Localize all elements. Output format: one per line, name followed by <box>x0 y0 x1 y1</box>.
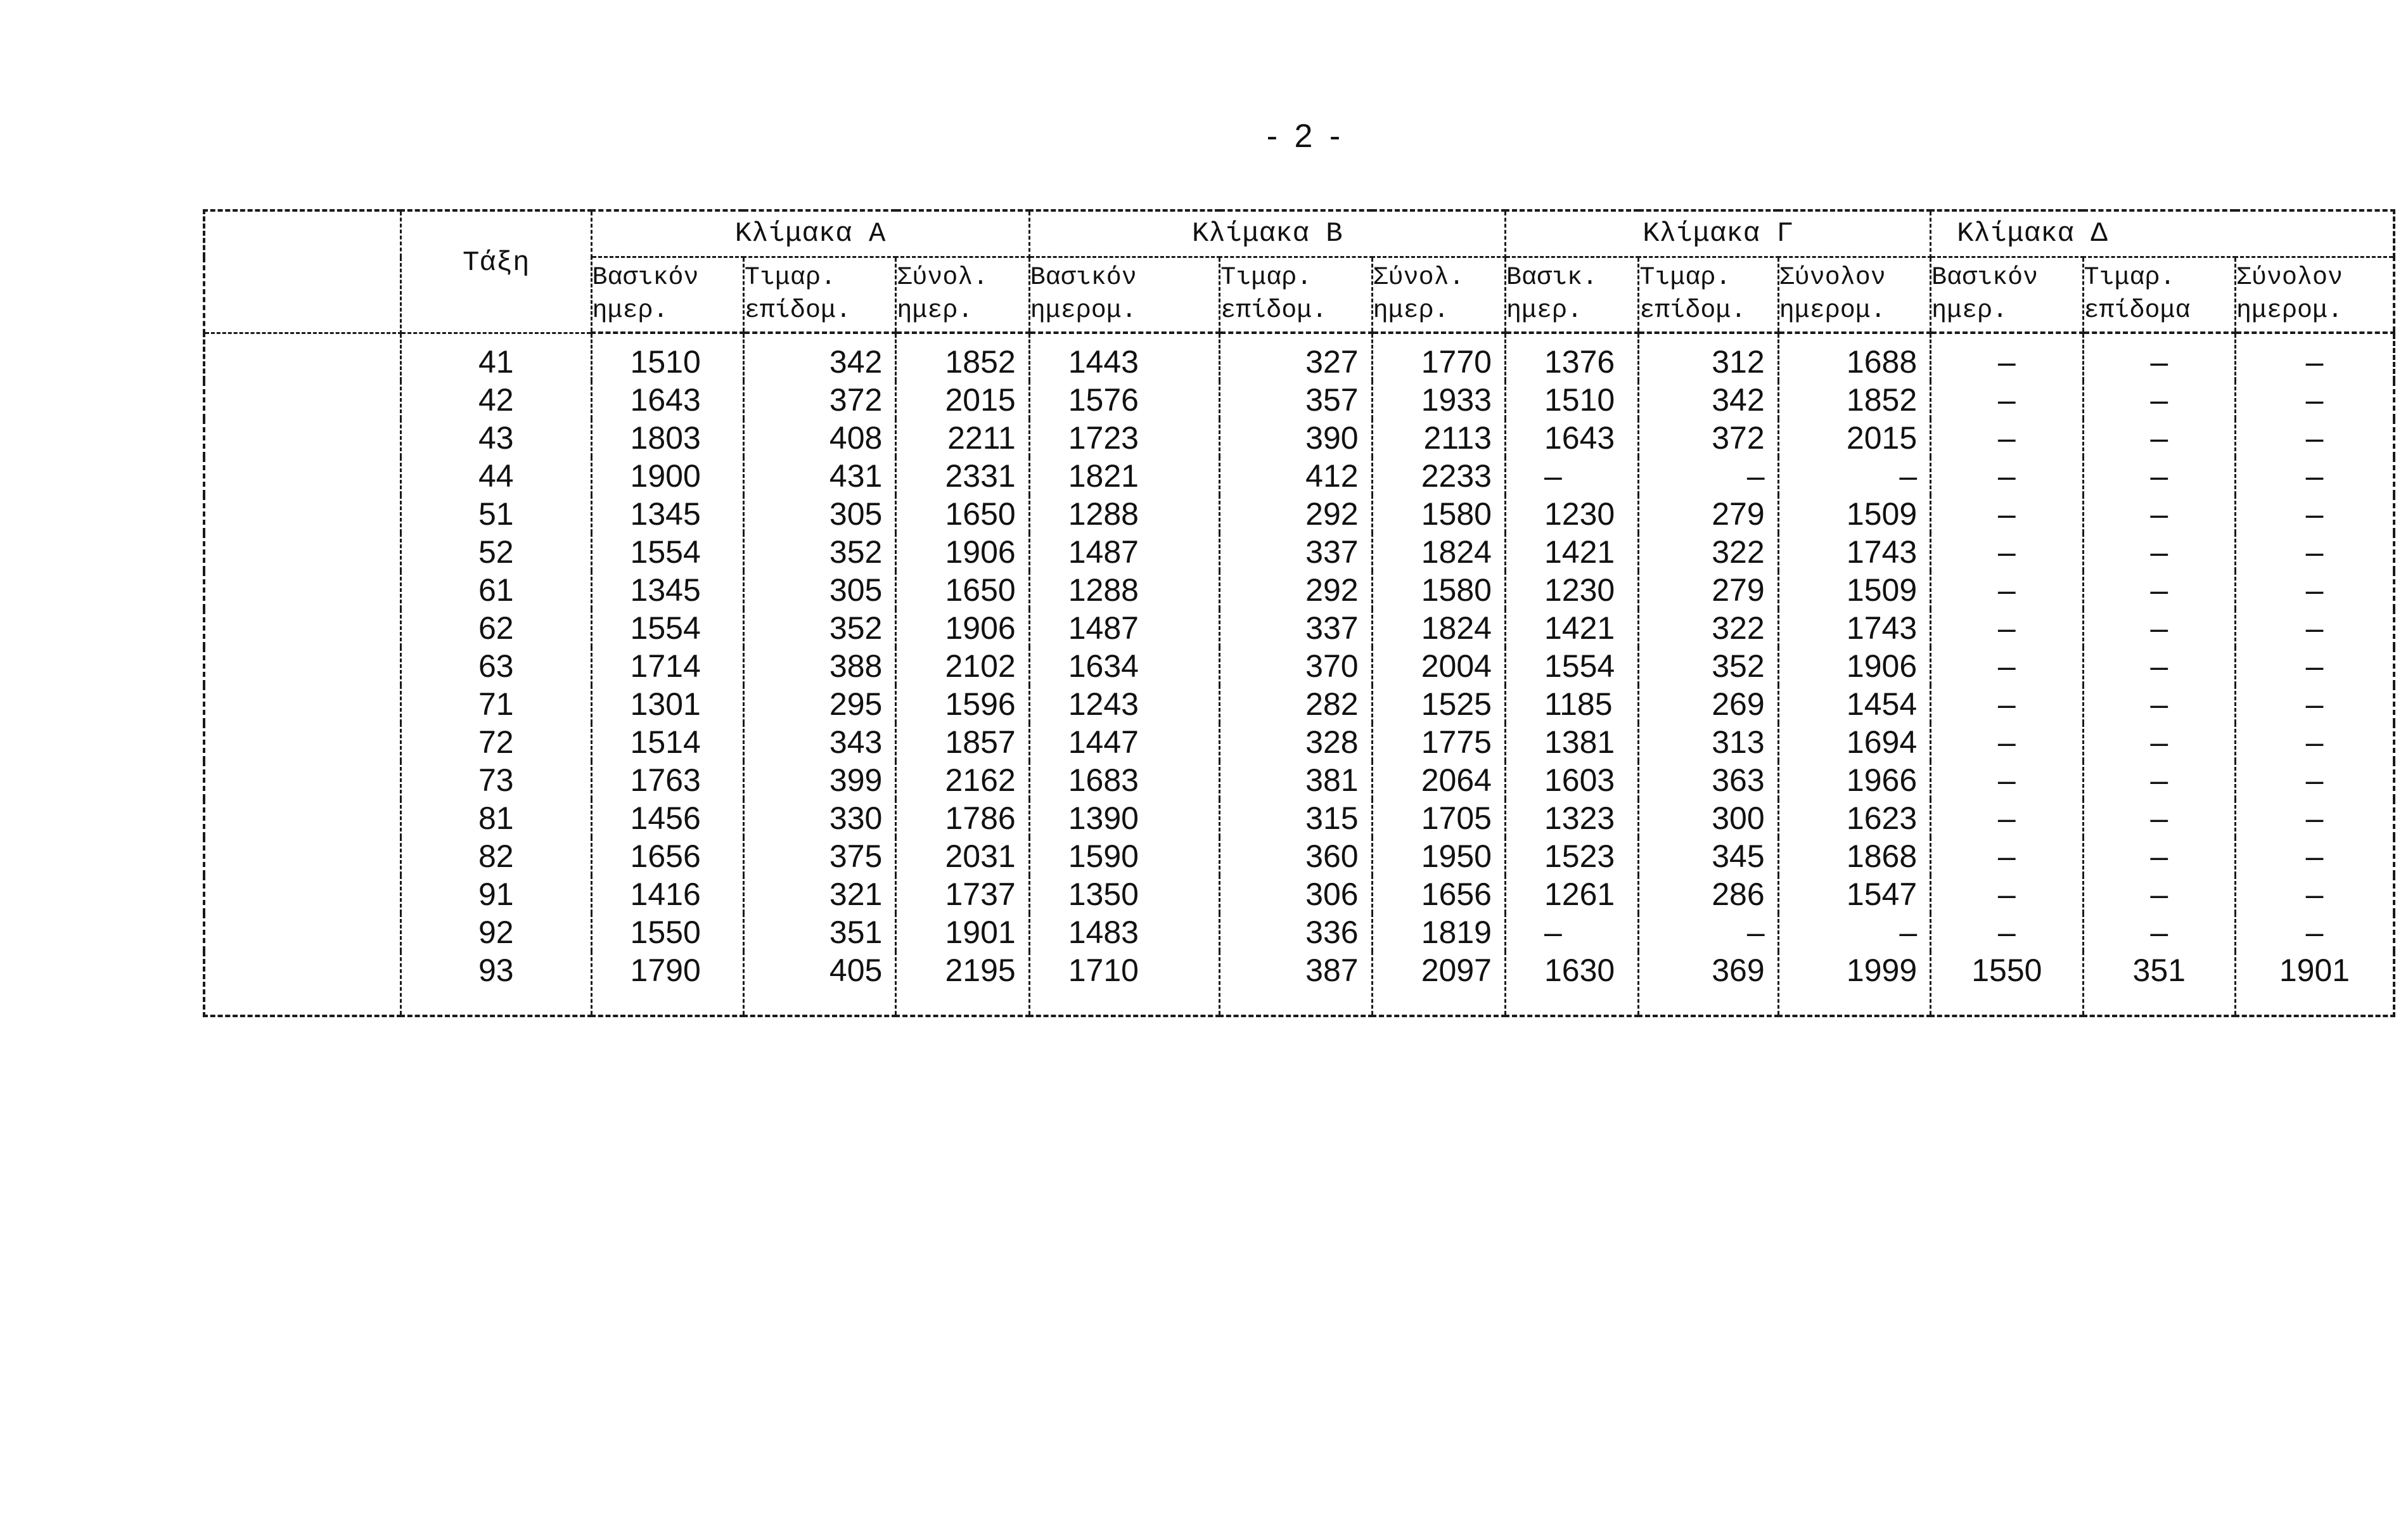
group-d-basic-cell: – <box>1931 837 2083 875</box>
group-c-allowance-cell: 313 <box>1639 723 1778 761</box>
table-row <box>204 913 2394 951</box>
group-b-allowance-cell: 412 <box>1220 457 1372 495</box>
group-a-basic-cell: 1456 <box>591 799 743 837</box>
group-c-basic-cell: 1323 <box>1505 799 1638 837</box>
group-c-basic-cell: 1630 <box>1505 951 1638 1016</box>
blank-cell <box>204 381 401 419</box>
group-b-allowance-cell: 328 <box>1220 723 1372 761</box>
group-d-total-cell: – <box>2235 685 2394 723</box>
group-c-total-cell: 1694 <box>1778 723 1930 761</box>
group-b-total-cell: 2064 <box>1372 761 1505 799</box>
group-c-basic-header: Βασικ. ημερ. <box>1505 257 1638 333</box>
group-b-allowance-cell: 337 <box>1220 533 1372 571</box>
page-number: - 2 - <box>1266 118 1345 155</box>
group-c-total-cell: 2015 <box>1778 419 1930 457</box>
table-body <box>204 333 2394 1016</box>
group-c-total-cell: – <box>1778 913 1930 951</box>
rank-cell: 62 <box>401 609 592 647</box>
group-b-basic-cell: 1443 <box>1029 333 1220 381</box>
group-c-allowance-cell: 279 <box>1639 571 1778 609</box>
group-b-total-cell: 1775 <box>1372 723 1505 761</box>
group-a-allowance-cell: 431 <box>743 457 895 495</box>
rank-cell: 72 <box>401 723 592 761</box>
group-b-allowance-cell: 306 <box>1220 875 1372 913</box>
group-c-basic-cell: 1554 <box>1505 647 1638 685</box>
rank-cell: 91 <box>401 875 592 913</box>
rank-cell: 44 <box>401 457 592 495</box>
group-c-title: Κλίμακα Γ <box>1505 210 1930 257</box>
group-d-allowance-cell: – <box>2083 495 2235 533</box>
group-d-basic-cell: – <box>1931 723 2083 761</box>
group-a-allowance-cell: 352 <box>743 533 895 571</box>
table-row <box>204 761 2394 799</box>
group-a-allowance-cell: 295 <box>743 685 895 723</box>
group-a-basic-cell: 1900 <box>591 457 743 495</box>
group-b-title: Κλίμακα Β <box>1029 210 1505 257</box>
group-c-basic-cell: 1510 <box>1505 381 1638 419</box>
group-d-total-cell: – <box>2235 571 2394 609</box>
rank-cell: 71 <box>401 685 592 723</box>
group-d-total-cell: – <box>2235 457 2394 495</box>
group-b-allowance-cell: 292 <box>1220 571 1372 609</box>
group-d-total-cell: – <box>2235 333 2394 381</box>
blank-cell <box>204 609 401 647</box>
group-c-total-cell: 1509 <box>1778 571 1930 609</box>
group-b-allowance-cell: 327 <box>1220 333 1372 381</box>
group-a-total-cell: 1650 <box>896 495 1029 533</box>
blank-cell <box>204 571 401 609</box>
group-a-allowance-cell: 399 <box>743 761 895 799</box>
blank-cell <box>204 333 401 381</box>
group-a-total-cell: 1906 <box>896 533 1029 571</box>
group-b-total-cell: 1656 <box>1372 875 1505 913</box>
table-row <box>204 609 2394 647</box>
group-c-allowance-cell: – <box>1639 457 1778 495</box>
group-a-basic-cell: 1345 <box>591 571 743 609</box>
group-b-allowance-cell: 390 <box>1220 419 1372 457</box>
group-c-allowance-cell: 352 <box>1639 647 1778 685</box>
table-row <box>204 951 2394 1016</box>
group-c-basic-cell: 1230 <box>1505 571 1638 609</box>
rank-cell: 82 <box>401 837 592 875</box>
group-d-total-cell: – <box>2235 419 2394 457</box>
rank-cell: 52 <box>401 533 592 571</box>
group-a-total-cell: 1857 <box>896 723 1029 761</box>
blank-cell <box>204 799 401 837</box>
group-a-allowance-cell: 342 <box>743 333 895 381</box>
table-row <box>204 533 2394 571</box>
group-a-basic-cell: 1643 <box>591 381 743 419</box>
group-d-total-cell: 1901 <box>2235 951 2394 1016</box>
group-c-total-cell: 1623 <box>1778 799 1930 837</box>
group-d-allowance-cell: – <box>2083 761 2235 799</box>
group-d-basic-cell: – <box>1931 495 2083 533</box>
group-d-basic-cell: – <box>1931 761 2083 799</box>
group-b-basic-cell: 1447 <box>1029 723 1220 761</box>
group-c-basic-cell: 1185 <box>1505 685 1638 723</box>
group-a-allowance-cell: 375 <box>743 837 895 875</box>
group-d-basic-cell: – <box>1931 533 2083 571</box>
group-a-basic-cell: 1714 <box>591 647 743 685</box>
group-a-allowance-cell: 352 <box>743 609 895 647</box>
group-d-total-cell: – <box>2235 647 2394 685</box>
rank-cell: 63 <box>401 647 592 685</box>
group-c-allowance-cell: 322 <box>1639 533 1778 571</box>
group-b-total-cell: 1580 <box>1372 495 1505 533</box>
group-d-basic-cell: – <box>1931 799 2083 837</box>
group-c-total-cell: 1999 <box>1778 951 1930 1016</box>
group-a-title: Κλίμακα Α <box>591 210 1029 257</box>
group-a-allowance-cell: 405 <box>743 951 895 1016</box>
group-c-allowance-cell: 363 <box>1639 761 1778 799</box>
group-b-basic-cell: 1634 <box>1029 647 1220 685</box>
group-a-total-cell: 1901 <box>896 913 1029 951</box>
group-a-allowance-header: Τιμαρ. επίδομ. <box>743 257 895 333</box>
group-header-row <box>204 210 2394 257</box>
group-b-basic-cell: 1487 <box>1029 609 1220 647</box>
group-c-allowance-cell: 300 <box>1639 799 1778 837</box>
group-c-allowance-cell: 369 <box>1639 951 1778 1016</box>
group-b-total-cell: 2233 <box>1372 457 1505 495</box>
group-d-allowance-cell: – <box>2083 723 2235 761</box>
group-a-allowance-cell: 305 <box>743 495 895 533</box>
group-b-total-cell: 1824 <box>1372 533 1505 571</box>
group-d-basic-cell: – <box>1931 457 2083 495</box>
group-d-basic-cell: – <box>1931 333 2083 381</box>
group-d-allowance-cell: – <box>2083 875 2235 913</box>
group-c-total-cell: 1454 <box>1778 685 1930 723</box>
group-c-total-cell: 1743 <box>1778 533 1930 571</box>
group-d-allowance-cell: – <box>2083 913 2235 951</box>
group-c-basic-cell: 1523 <box>1505 837 1638 875</box>
pay-scale-sheet <box>203 209 2395 1017</box>
table-row <box>204 333 2394 381</box>
table-row <box>204 875 2394 913</box>
rank-cell: 61 <box>401 571 592 609</box>
group-c-basic-cell: 1643 <box>1505 419 1638 457</box>
group-a-total-cell: 1852 <box>896 333 1029 381</box>
group-d-allowance-cell: – <box>2083 799 2235 837</box>
group-c-total-cell: 1743 <box>1778 609 1930 647</box>
group-c-basic-cell: 1381 <box>1505 723 1638 761</box>
rank-cell: 51 <box>401 495 592 533</box>
group-d-basic-cell: – <box>1931 913 2083 951</box>
group-d-basic-cell: – <box>1931 685 2083 723</box>
group-a-basic-cell: 1301 <box>591 685 743 723</box>
group-b-allowance-cell: 360 <box>1220 837 1372 875</box>
rank-cell: 43 <box>401 419 592 457</box>
group-d-allowance-cell: – <box>2083 381 2235 419</box>
blank-cell <box>204 685 401 723</box>
table-row <box>204 723 2394 761</box>
group-b-total-cell: 1819 <box>1372 913 1505 951</box>
group-d-total-cell: – <box>2235 533 2394 571</box>
group-b-total-cell: 1580 <box>1372 571 1505 609</box>
group-b-basic-cell: 1390 <box>1029 799 1220 837</box>
group-c-basic-cell: 1603 <box>1505 761 1638 799</box>
group-b-total-header: Σύνολ. ημερ. <box>1372 257 1505 333</box>
rank-header: Τάξη <box>401 210 592 333</box>
group-a-allowance-cell: 330 <box>743 799 895 837</box>
group-d-total-cell: – <box>2235 723 2394 761</box>
blank-cell <box>204 761 401 799</box>
blank-cell <box>204 875 401 913</box>
rank-cell: 41 <box>401 333 592 381</box>
group-d-total-cell: – <box>2235 875 2394 913</box>
group-d-basic-cell: – <box>1931 571 2083 609</box>
group-a-total-cell: 2015 <box>896 381 1029 419</box>
group-c-total-cell: 1966 <box>1778 761 1930 799</box>
blank-cell <box>204 533 401 571</box>
blank-cell <box>204 951 401 1016</box>
group-c-allowance-header: Τιμαρ. επίδομ. <box>1639 257 1778 333</box>
group-b-allowance-cell: 315 <box>1220 799 1372 837</box>
group-b-basic-cell: 1710 <box>1029 951 1220 1016</box>
blank-cell <box>204 647 401 685</box>
group-a-basic-cell: 1803 <box>591 419 743 457</box>
group-c-total-header: Σύνολον ημερομ. <box>1778 257 1930 333</box>
group-a-total-cell: 1906 <box>896 609 1029 647</box>
group-b-basic-cell: 1288 <box>1029 571 1220 609</box>
group-d-total-cell: – <box>2235 913 2394 951</box>
group-d-allowance-cell: – <box>2083 533 2235 571</box>
group-d-allowance-cell: – <box>2083 571 2235 609</box>
group-d-allowance-cell: – <box>2083 685 2235 723</box>
group-c-total-cell: 1688 <box>1778 333 1930 381</box>
group-b-basic-cell: 1683 <box>1029 761 1220 799</box>
group-b-allowance-header: Τιμαρ. επίδομ. <box>1220 257 1372 333</box>
group-c-total-cell: 1906 <box>1778 647 1930 685</box>
group-a-total-cell: 2211 <box>896 419 1029 457</box>
rank-cell: 42 <box>401 381 592 419</box>
group-b-total-cell: 1705 <box>1372 799 1505 837</box>
group-b-total-cell: 2113 <box>1372 419 1505 457</box>
group-c-total-cell: – <box>1778 457 1930 495</box>
group-c-basic-cell: 1230 <box>1505 495 1638 533</box>
group-d-total-cell: – <box>2235 799 2394 837</box>
group-a-allowance-cell: 372 <box>743 381 895 419</box>
group-c-allowance-cell: 312 <box>1639 333 1778 381</box>
table-row <box>204 381 2394 419</box>
group-a-basic-header: Βασικόν ημερ. <box>591 257 743 333</box>
group-d-title: Κλίμακα Δ <box>1931 210 2394 257</box>
group-d-total-cell: – <box>2235 495 2394 533</box>
table-row <box>204 571 2394 609</box>
rank-cell: 92 <box>401 913 592 951</box>
group-d-total-cell: – <box>2235 837 2394 875</box>
group-a-allowance-cell: 343 <box>743 723 895 761</box>
group-d-total-cell: – <box>2235 381 2394 419</box>
group-b-total-cell: 1770 <box>1372 333 1505 381</box>
group-a-basic-cell: 1763 <box>591 761 743 799</box>
group-a-basic-cell: 1554 <box>591 609 743 647</box>
group-d-basic-header: Βασικόν ημερ. <box>1931 257 2083 333</box>
group-d-allowance-cell: – <box>2083 333 2235 381</box>
table-row <box>204 685 2394 723</box>
group-c-allowance-cell: 372 <box>1639 419 1778 457</box>
group-a-total-cell: 2331 <box>896 457 1029 495</box>
group-b-basic-header: Βασικόν ημερομ. <box>1029 257 1220 333</box>
group-b-total-cell: 1933 <box>1372 381 1505 419</box>
group-b-allowance-cell: 357 <box>1220 381 1372 419</box>
group-c-total-cell: 1509 <box>1778 495 1930 533</box>
group-d-allowance-cell: – <box>2083 609 2235 647</box>
group-c-total-cell: 1852 <box>1778 381 1930 419</box>
table-row <box>204 837 2394 875</box>
group-d-allowance-cell: – <box>2083 647 2235 685</box>
group-c-allowance-cell: – <box>1639 913 1778 951</box>
group-b-allowance-cell: 282 <box>1220 685 1372 723</box>
group-c-basic-cell: – <box>1505 457 1638 495</box>
group-d-total-header: Σύνολον ημερομ. <box>2235 257 2394 333</box>
blank-cell <box>204 723 401 761</box>
table-row <box>204 457 2394 495</box>
group-b-basic-cell: 1576 <box>1029 381 1220 419</box>
rank-cell: 73 <box>401 761 592 799</box>
blank-cell <box>204 837 401 875</box>
group-c-basic-cell: 1421 <box>1505 533 1638 571</box>
table-row <box>204 495 2394 533</box>
group-b-total-cell: 2004 <box>1372 647 1505 685</box>
group-c-basic-cell: 1376 <box>1505 333 1638 381</box>
group-b-basic-cell: 1723 <box>1029 419 1220 457</box>
group-b-allowance-cell: 381 <box>1220 761 1372 799</box>
group-a-total-cell: 1737 <box>896 875 1029 913</box>
group-b-basic-cell: 1350 <box>1029 875 1220 913</box>
group-b-total-cell: 1824 <box>1372 609 1505 647</box>
group-a-allowance-cell: 388 <box>743 647 895 685</box>
blank-cell <box>204 495 401 533</box>
group-c-total-cell: 1868 <box>1778 837 1930 875</box>
group-a-basic-cell: 1416 <box>591 875 743 913</box>
group-a-total-cell: 2031 <box>896 837 1029 875</box>
blank-header-cell <box>204 210 401 333</box>
group-c-basic-cell: – <box>1505 913 1638 951</box>
group-b-total-cell: 1950 <box>1372 837 1505 875</box>
group-a-basic-cell: 1656 <box>591 837 743 875</box>
group-a-basic-cell: 1554 <box>591 533 743 571</box>
rank-cell: 81 <box>401 799 592 837</box>
group-b-allowance-cell: 370 <box>1220 647 1372 685</box>
table-row <box>204 647 2394 685</box>
blank-cell <box>204 913 401 951</box>
table-row <box>204 799 2394 837</box>
group-a-total-cell: 2162 <box>896 761 1029 799</box>
group-d-allowance-cell: – <box>2083 457 2235 495</box>
group-d-basic-cell: – <box>1931 419 2083 457</box>
group-a-basic-cell: 1510 <box>591 333 743 381</box>
group-a-basic-cell: 1345 <box>591 495 743 533</box>
group-a-total-cell: 1650 <box>896 571 1029 609</box>
blank-cell <box>204 419 401 457</box>
group-c-allowance-cell: 269 <box>1639 685 1778 723</box>
group-c-allowance-cell: 286 <box>1639 875 1778 913</box>
group-b-basic-cell: 1821 <box>1029 457 1220 495</box>
group-c-allowance-cell: 345 <box>1639 837 1778 875</box>
group-b-basic-cell: 1487 <box>1029 533 1220 571</box>
group-d-total-cell: – <box>2235 761 2394 799</box>
group-a-allowance-cell: 305 <box>743 571 895 609</box>
group-a-basic-cell: 1790 <box>591 951 743 1016</box>
group-d-total-cell: – <box>2235 609 2394 647</box>
group-a-allowance-cell: 321 <box>743 875 895 913</box>
group-d-allowance-cell: – <box>2083 419 2235 457</box>
group-c-allowance-cell: 279 <box>1639 495 1778 533</box>
group-b-basic-cell: 1483 <box>1029 913 1220 951</box>
group-a-basic-cell: 1550 <box>591 913 743 951</box>
group-d-allowance-cell: 351 <box>2083 951 2235 1016</box>
group-d-basic-cell: – <box>1931 875 2083 913</box>
group-a-allowance-cell: 408 <box>743 419 895 457</box>
group-b-allowance-cell: 337 <box>1220 609 1372 647</box>
group-b-allowance-cell: 336 <box>1220 913 1372 951</box>
table-row <box>204 419 2394 457</box>
group-d-basic-cell: – <box>1931 647 2083 685</box>
group-a-basic-cell: 1514 <box>591 723 743 761</box>
pay-scale-table <box>203 209 2395 1017</box>
group-b-total-cell: 1525 <box>1372 685 1505 723</box>
group-c-allowance-cell: 342 <box>1639 381 1778 419</box>
group-b-basic-cell: 1288 <box>1029 495 1220 533</box>
group-c-basic-cell: 1261 <box>1505 875 1638 913</box>
group-b-total-cell: 2097 <box>1372 951 1505 1016</box>
group-d-basic-cell: – <box>1931 609 2083 647</box>
group-d-allowance-cell: – <box>2083 837 2235 875</box>
group-b-allowance-cell: 292 <box>1220 495 1372 533</box>
group-b-basic-cell: 1243 <box>1029 685 1220 723</box>
group-a-total-cell: 1786 <box>896 799 1029 837</box>
group-a-total-header: Σύνολ. ημερ. <box>896 257 1029 333</box>
group-c-allowance-cell: 322 <box>1639 609 1778 647</box>
blank-cell <box>204 457 401 495</box>
group-d-basic-cell: 1550 <box>1931 951 2083 1016</box>
group-a-total-cell: 1596 <box>896 685 1029 723</box>
group-d-basic-cell: – <box>1931 381 2083 419</box>
group-a-total-cell: 2195 <box>896 951 1029 1016</box>
group-b-allowance-cell: 387 <box>1220 951 1372 1016</box>
group-a-allowance-cell: 351 <box>743 913 895 951</box>
group-c-total-cell: 1547 <box>1778 875 1930 913</box>
group-c-basic-cell: 1421 <box>1505 609 1638 647</box>
rank-cell: 93 <box>401 951 592 1016</box>
group-b-basic-cell: 1590 <box>1029 837 1220 875</box>
group-d-allowance-header: Τιμαρ. επίδομα <box>2083 257 2235 333</box>
group-a-total-cell: 2102 <box>896 647 1029 685</box>
